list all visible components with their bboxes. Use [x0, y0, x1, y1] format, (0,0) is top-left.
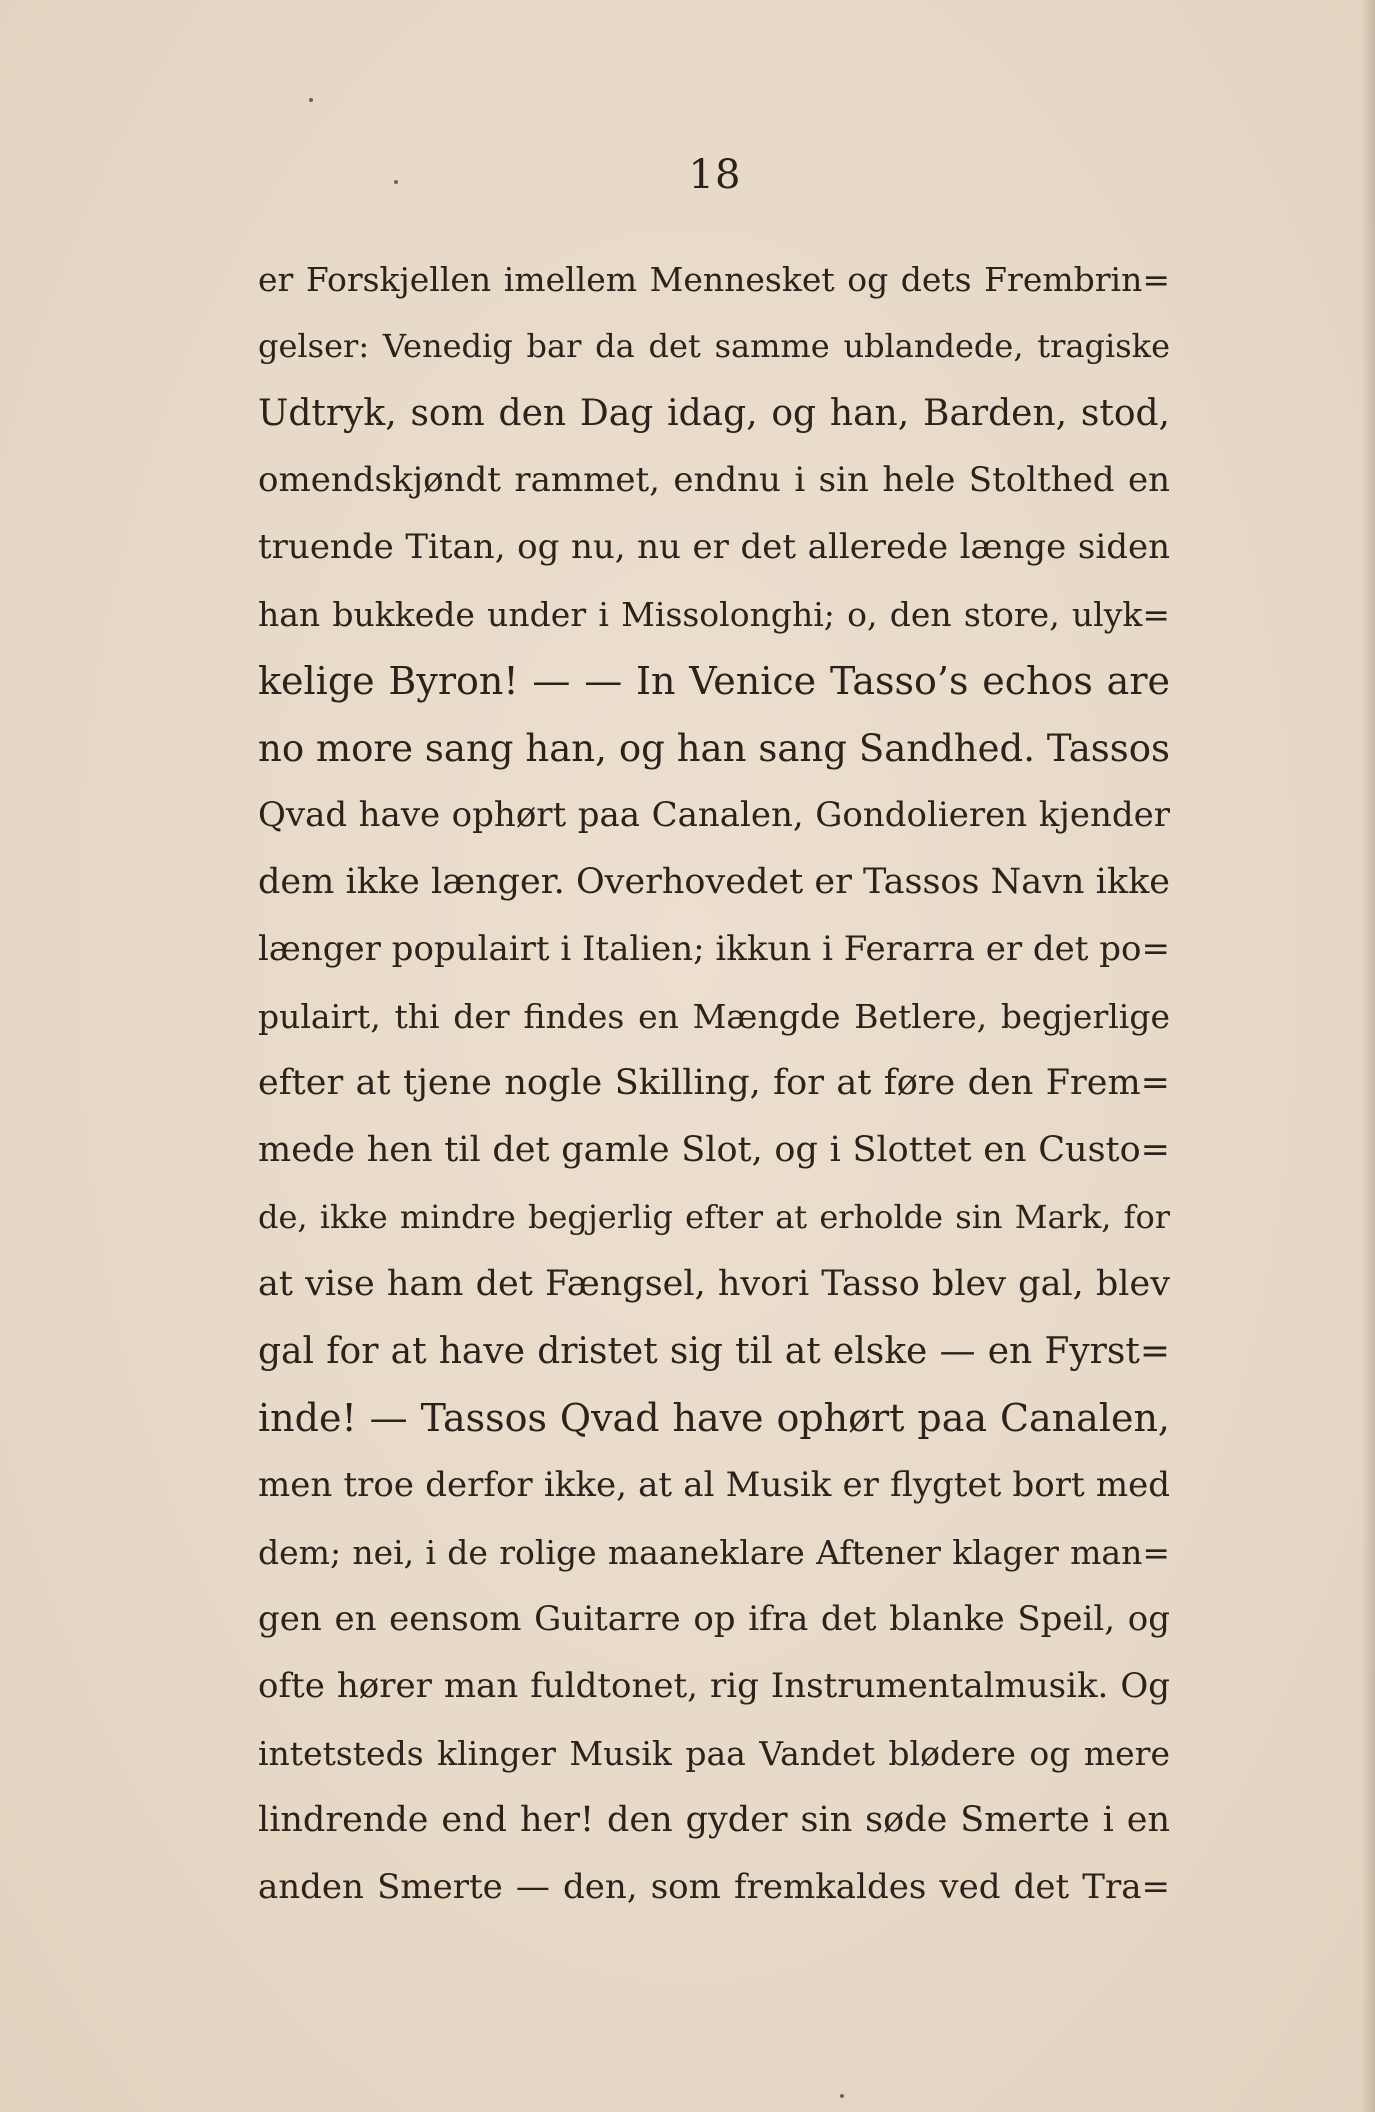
text-line: inde! — Tassos Qvad have ophørt paa Canalen, — [258, 1396, 1170, 1440]
text-line: gelser: Venedig bar da det samme ublandede, tragiske — [258, 327, 1170, 365]
text-line: lindrende end her! den gyder sin søde Smerte i en — [258, 1800, 1170, 1840]
text-line: ofte hører man fuldtonet, rig Instrumentalmusik. Og — [258, 1666, 1170, 1706]
text-line: truende Titan, og nu, nu er det allerede længe siden — [258, 527, 1170, 567]
text-line: pulairt, thi der findes en Mængde Betlere, begjerlige — [258, 997, 1170, 1036]
text-line: omendskjøndt rammet, endnu i sin hele Stolthed en — [258, 460, 1170, 500]
text-line: intetsteds klinger Musik paa Vandet blødere og mere — [258, 1734, 1170, 1773]
text-line: kelige Byron! — — In Venice Tasso’s echos are — [258, 659, 1170, 703]
text-line: Qvad have ophørt paa Canalen, Gondolieren kjender — [258, 795, 1170, 835]
text-line: Udtryk, som den Dag idag, og han, Barden, stod, — [258, 393, 1170, 434]
text-line: mede hen til det gamle Slot, og i Slottet en Custo= — [258, 1130, 1170, 1170]
text-line: han bukkede under i Missolonghi; o, den store, ulyk= — [258, 595, 1170, 634]
page-number: 18 — [688, 152, 742, 198]
text-line: er Forskjellen imellem Mennesket og dets Frembrin= — [258, 260, 1170, 299]
text-line: længer populairt i Italien; ikkun i Ferarra er det po= — [258, 929, 1170, 969]
paper-speck — [840, 2094, 844, 2098]
body-text — [258, 246, 1170, 1921]
page-edge-shadow — [1361, 0, 1375, 2112]
text-line: anden Smerte — den, som fremkaldes ved det Tra= — [258, 1867, 1170, 1907]
text-line: efter at tjene nogle Skilling, for at føre den Frem= — [258, 1063, 1170, 1103]
text-line: gen en eensom Guitarre op ifra det blanke Speil, og — [258, 1599, 1170, 1639]
text-line: no more sang han, og han sang Sandhed. Tassos — [258, 727, 1170, 770]
text-line: de, ikke mindre begjerlig efter at erholde sin Mark, for — [258, 1198, 1170, 1236]
text-line: dem ikke længer. Overhovedet er Tassos Navn ikke — [258, 862, 1170, 902]
text-line: at vise ham det Fængsel, hvori Tasso blev gal, blev — [258, 1264, 1170, 1304]
text-line: men troe derfor ikke, at al Musik er flygtet bort med — [258, 1465, 1170, 1505]
paper-speck — [309, 98, 313, 102]
text-line: dem; nei, i de rolige maaneklare Aftener klager man= — [258, 1533, 1170, 1572]
text-line: gal for at have dristet sig til at elske — en Fyrst= — [258, 1331, 1170, 1372]
